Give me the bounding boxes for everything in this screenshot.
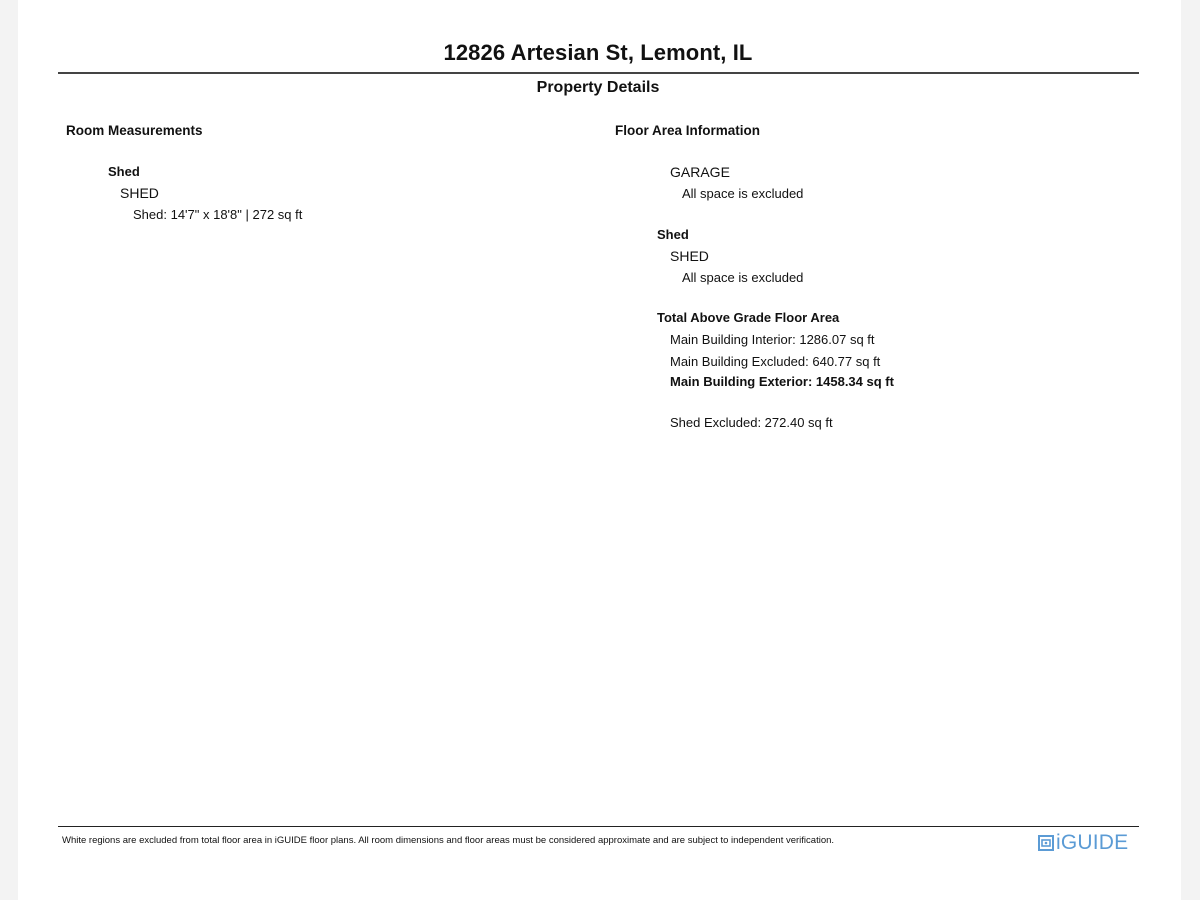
shed-excluded-area: Shed Excluded: 272.40 sq ft — [670, 415, 833, 430]
room-floor-label: SHED — [120, 185, 159, 201]
footer-disclaimer: White regions are excluded from total floor area in iGUIDE floor plans. All room dimensions and floor areas must be considered approximate and are subject to independent verification. — [62, 835, 835, 846]
main-building-excluded: Main Building Excluded: 640.77 sq ft — [670, 354, 881, 369]
room-measurements-heading: Room Measurements — [66, 123, 203, 138]
iguide-logo-icon — [1038, 835, 1054, 851]
title-divider — [58, 72, 1139, 74]
iguide-logo — [1038, 830, 1128, 856]
shed-building-label: Shed — [657, 227, 689, 242]
room-dimension-entry: Shed: 14'7" x 18'8" | 272 sq ft — [133, 207, 303, 222]
main-building-interior: Main Building Interior: 1286.07 sq ft — [670, 332, 875, 347]
shed-floor-label: SHED — [670, 248, 709, 264]
document-page — [18, 0, 1181, 900]
garage-exclusion-note: All space is excluded — [682, 186, 804, 201]
shed-exclusion-note: All space is excluded — [682, 270, 804, 285]
floor-area-heading: Floor Area Information — [615, 123, 761, 138]
garage-floor-label: GARAGE — [670, 164, 730, 180]
main-building-exterior: Main Building Exterior: 1458.34 sq ft — [670, 374, 894, 389]
iguide-logo-text: iGUIDE — [1056, 831, 1129, 854]
property-address-title: 12826 Artesian St, Lemont, IL — [443, 40, 753, 65]
footer-divider — [58, 826, 1139, 827]
total-floor-area-heading: Total Above Grade Floor Area — [657, 310, 840, 325]
room-building-label: Shed — [108, 164, 140, 179]
property-details-subtitle: Property Details — [536, 79, 660, 96]
